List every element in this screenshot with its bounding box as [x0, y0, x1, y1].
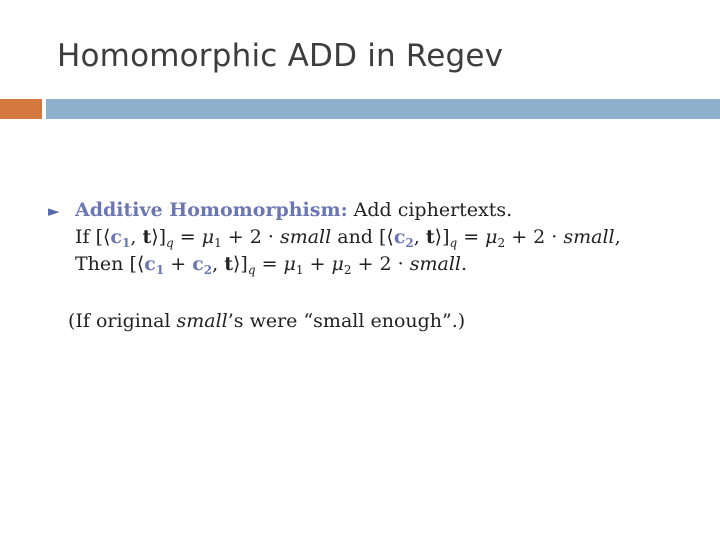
- math-bracket-close: ⟩]: [434, 226, 450, 248]
- math-plus: +: [164, 253, 193, 275]
- math-t: t: [425, 226, 435, 248]
- math-plus-two: + 2 ·: [351, 253, 410, 275]
- bullet-heading-rest: Add ciphertexts.: [347, 199, 513, 221]
- math-comma: ,: [212, 253, 225, 275]
- accent-bar-orange: [0, 99, 42, 119]
- math-plus-two: + 2 ·: [221, 226, 280, 248]
- text-if: If: [75, 226, 96, 248]
- math-mu2-sub: 2: [497, 236, 506, 250]
- bullet-line-3: [48, 251, 708, 278]
- math-mu1: = μ: [255, 253, 296, 275]
- math-bracket-close: ⟩]: [151, 226, 167, 248]
- math-bracket: [⟨: [379, 226, 394, 248]
- math-mu1-sub: 1: [214, 236, 222, 250]
- math-c2-sub: 2: [203, 263, 213, 277]
- math-bracket: [⟨: [129, 253, 145, 275]
- math-mu2-sub: 2: [343, 263, 352, 277]
- bullet-heading: Additive Homomorphism:: [75, 199, 348, 221]
- note-open: (If original: [68, 310, 177, 332]
- math-c1: c: [144, 253, 156, 275]
- math-bracket: [⟨: [95, 226, 111, 248]
- note-rest: ’s were “small enough”.): [227, 310, 466, 332]
- math-mu1-sub: 1: [295, 263, 304, 277]
- math-c1-sub: 1: [121, 236, 131, 250]
- math-comma: ,: [413, 226, 426, 248]
- footnote: [68, 310, 465, 332]
- math-small: small: [563, 226, 615, 248]
- math-c1-sub: 1: [155, 263, 165, 277]
- math-t: t: [224, 253, 234, 275]
- bullet-line-1: [48, 197, 708, 224]
- accent-bar-blue: [46, 99, 720, 119]
- bullet-triangle-icon: ►: [48, 202, 60, 220]
- math-c1: c: [110, 226, 122, 248]
- text-and: and: [331, 226, 380, 248]
- bullet-line-2: [48, 224, 708, 251]
- math-q: q: [247, 263, 256, 277]
- math-q: q: [449, 236, 458, 250]
- math-small: small: [279, 226, 332, 248]
- math-c2-sub: 2: [405, 236, 414, 250]
- math-c2: c: [393, 226, 406, 248]
- math-c2: c: [192, 253, 204, 275]
- math-q: q: [166, 236, 174, 250]
- text-then: Then: [75, 253, 130, 275]
- math-end: .: [461, 253, 468, 275]
- math-plus-two: + 2 ·: [505, 226, 564, 248]
- slide-title: Homomorphic ADD in Regev: [57, 38, 504, 74]
- math-mu1: = μ: [173, 226, 215, 248]
- math-mu2: + μ: [303, 253, 344, 275]
- math-mu2: = μ: [457, 226, 498, 248]
- math-bracket-close: ⟩]: [233, 253, 248, 275]
- math-end: ,: [614, 226, 621, 248]
- math-comma: ,: [130, 226, 143, 248]
- math-small: small: [409, 253, 461, 275]
- note-small: small: [176, 310, 228, 332]
- math-t: t: [142, 226, 152, 248]
- slide-content: [48, 197, 708, 278]
